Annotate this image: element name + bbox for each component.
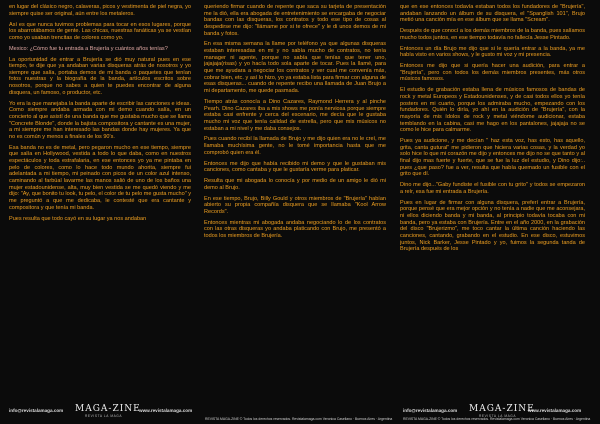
middle-column (204, 4, 386, 396)
article-paragraph: Pues ya audicione, y me decían " haz esta voz, has esto, has aquello, grita, canta gutural" me pidieron que hiciera varias cosas, y la verdad yo solo hice lo que mi corazón me dijo y entonces me dijo no se que tanto y al final dijo mas fuerte y fuerte, que se fue la luz del estudio, y Dino dijo:.. pues ¿que paso? fue a ver, resulta que había quemado un fusible con el grito que dí. (400, 138, 585, 178)
magazine-logo: MAGA-ZINE (469, 404, 535, 414)
article-paragraph: queriendo firmar cuando de repente que saca su tarjeta de presentación me la dió, ella era abogada de entretenimiento se encargaba de negociar bandas con las disqueras, los contratos y todo ese tipo de cosas al despedirse me dijo: "llámame por si te ofrece" y le di unos demos de mi banda y fotos. (204, 4, 386, 37)
article-paragraph: Después de que conocí a los demás miembros de la banda, pues salíamos mucho todos juntos, en ese tiempo todavía no fallecía Jesse Pintado. (400, 28, 585, 41)
footer-url-link[interactable]: info@revistalamaga.com (403, 408, 458, 413)
article-paragraph: Entonces un día Brujo me dijo que si le quería entrar a la banda, ya me había visto en varios shows, y le gusto mi voz y mi presencia. (400, 45, 585, 59)
footer-right (403, 404, 593, 424)
article-paragraph: Entonces me dijo que había recibido mi demo y que le gustaban mis canciones, como cantaba y que le gustaría verme para platicar. (204, 160, 386, 174)
article-paragraph: Dino me dijo..."Gaby fundiste el fusible con tu grito" y todos se empezaron a reír, esa fue mi entrada a Brujería. (400, 182, 585, 195)
article-paragraph: Pues en lugar de firmar con alguna disquera, preferí entrar a Brujería, porque pensé que era mejor opción y no tenía a nadie que me aconsejara, ni ellos diciendo banda y mi banda, al principio todavía tocaba con mi banda, pero ya estaba con Brujería. Entre en el año 2000, en la grabación del disco "Brujerizmo", me toco cantar la última canción haciendo las canciones, cantando, grabando en el estudio. En ese disco, estuvimos juntos, Nick Barker, Jesse Pintado y yo, fuimos la segunda tanda de Brujería después de los (400, 199, 585, 253)
right-column (400, 4, 585, 396)
article-paragraph: Esa banda no es de metal, pero pegaron mucho en ese tiempo, siempre que salía en Hollywood, vestida a todo lo que daba, como en nuestros espectáculos y toda estrafalaria, en ese entonces yo ya me pintaba en pelo de colores, como lo hace todo mundo ahorita, siempre fui adelantada a mi tiempo, mi peinado con picos de un color azul intenso, caminando al farbúal lavarme las manos salió de uno de los baños una mujer estadounidense, alta, muy bien vestida se me quedó viendo y me dijo: "Ay, que bonito tu look, tu pelo, el color de tu pelo me gusta mucho" y me preguntó a que me dedicaba, le contesté que era cantante y compositora y que tenía mi banda. (9, 144, 191, 211)
magazine-logo-subtitle: REVISTA LA MAGA (85, 414, 123, 418)
article-paragraph: Pues cuando recibí la llamada de Brujo y me dijo quien era no le creí, me llamaba muchísima gente, no le tomé importancia hasta que me comprobó quien era él. (204, 136, 386, 156)
article-paragraph: Yo era la que manejaba la banda aparte de escribir las canciones e ideas. Como siempre andaba armada con mi demo cuando salía, en un concierto al que asistí de una banda que me gustaba mucho que se llama "Concrete Blonde", donde la bajista compositora y cantante es una mujer, a mi siempre me han interesado las bandas donde hay mujeres. Ya que no es común y menos a finales de los 90's. (9, 100, 191, 140)
article-paragraph: En esa misma semana la llame por teléfono ya que algunas disqueras estaban interesadas en mi y no sabía mucho de contratos, no tenía manager ni agente, porque no sabía que tenías que tener uno, jajajaja(risas) y yo hacía todo sola aparte de tocar. Pues la llamé, para que me ayudara a negociar los contratos y ver cual me convenía más, cobrar bien, etc. y así lo hizo, yo ya estaba lista para firmar con alguna de esas disqueras... cuando de repente recibo una llamada de Juan Brujo a mi departamento, me quede pasmada. (204, 41, 386, 95)
copyright-text: REVISTA MAGA-ZINE © Todos los derechos reservados. Revistalamaga.com Veronica Casellano · Buenos Aires · Argentina (403, 417, 591, 421)
article-paragraph: El estudio de grabación estaba llena de músicos famosos de bandas de rock y metal Europeos y Estadounidenses, y de casi todos ellos yo tenía posters en mi cuarto, porque los admiraba mucho, empezando con los fundadores. Quién lo diría, yo ahí en la audición de "Brujería", con la mayoría de mis ídolos de rock y metal viéndome audicionar, estaba temblando en la cabina, casi me hago en los pantalones, jajajaja no se como le hice para calmarme. (400, 87, 585, 134)
footer-middle (205, 404, 395, 424)
article-paragraph: La oportunidad de entrar a Brujería se dió muy natural pues en ese tiempo, te dije que ya andaban varias disqueras atrás de nosotros y yo siempre que salía, portaba demos de mi banda o paquetes que tenían fotos nuestras y la biografía de la banda, artículos escritos sobre nosotros, porque no sabes a quien te puedes encontrar de alguna disquera, un famoso, o productor, etc. (9, 56, 191, 96)
article-paragraph: En ese tiempo, Brujo, Billy Gould y otros miembros de "Brujería" habían abierto su propia compañía disquera que se llamaba "Kool Arrow Records". (204, 195, 386, 215)
magazine-logo-subtitle: REVISTA LA MAGA (479, 414, 517, 418)
article-paragraph: Resulta que mi abogada lo conocía y por medio de un amigo le dió mi demo al Brujo. (204, 178, 386, 191)
footer-url-link[interactable]: info@revistalamaga.com (9, 408, 64, 413)
article-paragraph: Pues resulta que todo cayó en su lugar ya nos andaban (9, 215, 147, 222)
left-column (9, 4, 191, 396)
article-paragraph: Tiempo atrás conocía a Dino Cazares, Raymond Herrera y al pinche Pearh. Dino Cazares iba a mis shows me ponía nerviosa porque siempre estaba casi enfrente y cerca del escenario, me decía que le gustaba mucho mi voz que tenía calidad de estrella, pero que mis músicos no estaban a mi nivel y me daba consejos. (204, 98, 386, 132)
article-paragraph: Así es que nunca tuvimos problemas para tocar en esos lugares, porque los abarrotábamos de gente. Las chicas, nuestras fanáticas ya se vestían como yo usaban trencitas de colores como yo. (9, 21, 191, 41)
footer-url-link[interactable]: www.revistalamaga.com (528, 408, 582, 413)
article-paragraph: que en ese entonces todavía estaban todos los fundadores de "Brujería", andaban lanzando un álbum de su disquera, el "Spanglish 101", Brujo metió una canción mía en ese álbum que se llama "Scream". (400, 4, 585, 24)
copyright-text: REVISTA MAGA-ZINE © Todos los derechos reservados. Revistalamaga.com Veronica Casellano · Buenos Aires · Argentina (205, 417, 393, 421)
article-paragraph: Entonces me dijo que si quería hacer una audición, para entrar a "Brujería", pero con todos los demás miembros presentes, más otros músicos famosos. (400, 63, 585, 83)
article-paragraph: en lugar del clásico negro, calaveras, picos y vestimenta de piel negra, yo siempre quise ser original, aún entre los metaleros. (9, 4, 191, 17)
interview-question: Mexico: ¿Cómo fue tu entrada a Brujería y cuántos años tenías? (9, 45, 168, 52)
footer-left (9, 404, 194, 424)
magazine-logo: MAGA-ZINE (75, 404, 141, 414)
footer-url-link[interactable]: www.revistalamaga.com (139, 408, 193, 413)
article-paragraph: Entonces mientras mi abogada andaba negociando lo de los contratos con las otras disqueras yo andaba platicando con Brujo, me presentó a todos los miembros de Brujería. (204, 219, 386, 239)
